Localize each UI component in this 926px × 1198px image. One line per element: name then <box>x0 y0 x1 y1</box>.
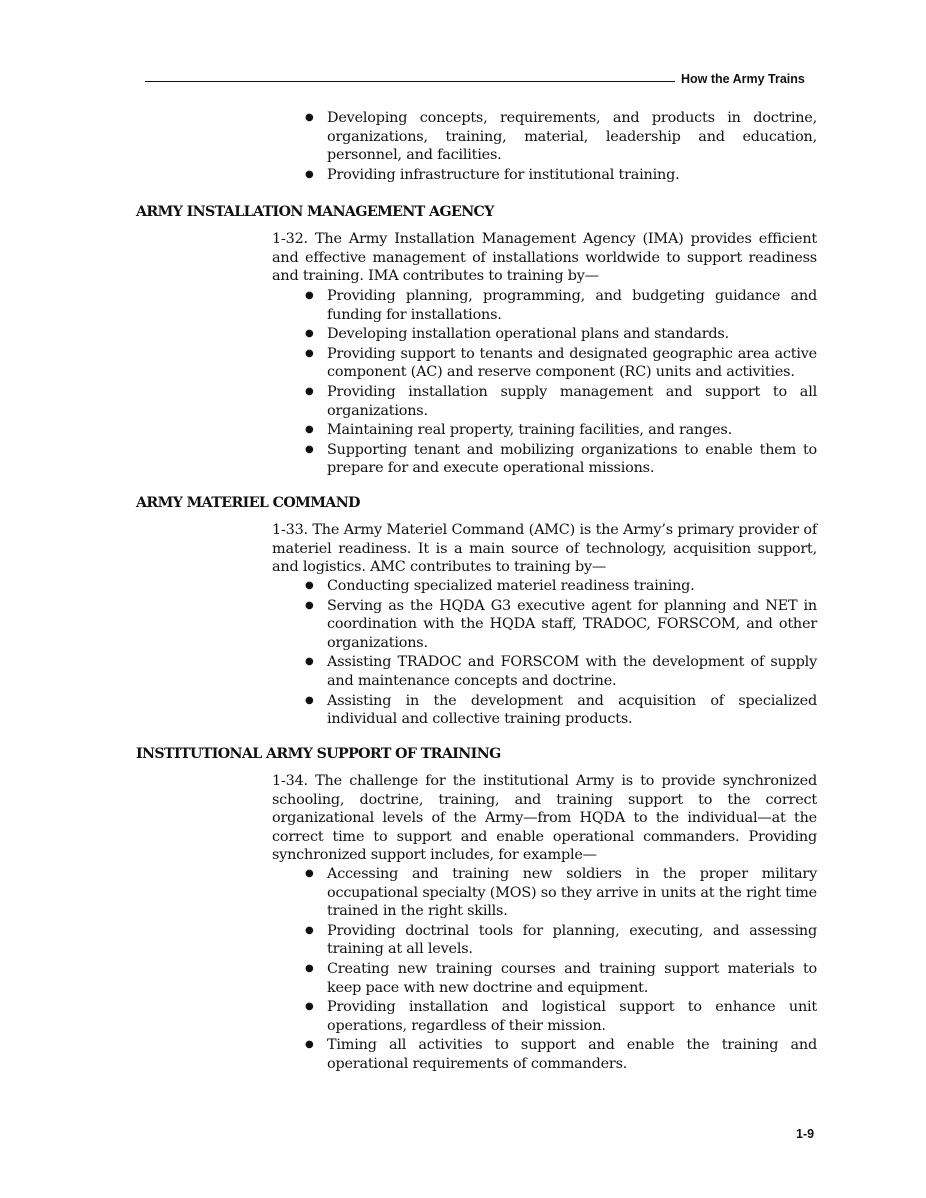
list-item: ● Developing concepts, requirements, and products in doctrine, organizations, training, material, leadership and education, personnel, and facilities. <box>272 109 817 165</box>
list-item: ● Providing infrastructure for institutional training. <box>272 166 817 185</box>
header-rule <box>145 81 675 82</box>
ima-bullet-list <box>272 287 817 479</box>
section-heading-amc: ARMY MATERIEL COMMAND <box>136 495 360 511</box>
page-number: 1-9 <box>796 1127 815 1141</box>
section-heading-institutional: INSTITUTIONAL ARMY SUPPORT OF TRAINING <box>136 746 501 762</box>
list-item: ● Providing doctrinal tools for planning, executing, and assessing training at all levels. <box>272 922 817 959</box>
paragraph-1-32: 1-32. The Army Installation Management Agency (IMA) provides efficient and effective management of installations worldwide to support readiness and training. IMA contributes to training by— <box>272 231 817 285</box>
list-item: ● Providing installation and logistical support to enhance unit operations, regardless of their mission. <box>272 998 817 1035</box>
list-item: ● Timing all activities to support and enable the training and operational requirements of commanders. <box>272 1036 817 1073</box>
list-item: ● Providing support to tenants and designated geographic area active component (AC) and reserve component (RC) units and activities. <box>272 345 817 382</box>
list-item: ● Providing installation supply management and support to all organizations. <box>272 383 817 420</box>
section-heading-ima: ARMY INSTALLATION MANAGEMENT AGENCY <box>136 204 494 220</box>
paragraph-1-33: 1-33. The Army Materiel Command (AMC) is the Army’s primary provider of materiel readiness. It is a main source of technology, acquisition support, and logistics. AMC contributes to training by— <box>272 522 817 576</box>
list-item: ● Supporting tenant and mobilizing organizations to enable them to prepare for and execute operational missions. <box>272 441 817 478</box>
list-item: ● Assisting TRADOC and FORSCOM with the development of supply and maintenance concepts and doctrine. <box>272 653 817 690</box>
institutional-bullet-list <box>272 865 817 1075</box>
list-item: ● Conducting specialized materiel readiness training. <box>272 577 817 596</box>
list-item: ● Serving as the HQDA G3 executive agent for planning and NET in coordination with the HQDA staff, TRADOC, FORSCOM, and other organizations. <box>272 597 817 653</box>
running-header-title: How the Army Trains <box>681 72 805 86</box>
list-item: ● Providing planning, programming, and budgeting guidance and funding for installations. <box>272 287 817 324</box>
list-item: ● Developing installation operational plans and standards. <box>272 325 817 344</box>
paragraph-1-34: 1-34. The challenge for the institutional Army is to provide synchronized schooling, doctrine, training, and training support to the correct organizational levels of the Army—from HQDA to the individual—at the correct time to support and enable operational commanders. Providing synchronized support includes, for example— <box>272 773 817 864</box>
list-item: ● Creating new training courses and training support materials to keep pace with new doctrine and equipment. <box>272 960 817 997</box>
list-item: ● Maintaining real property, training facilities, and ranges. <box>272 421 817 440</box>
intro-bullet-list <box>272 109 817 185</box>
list-item: ● Assisting in the development and acquisition of specialized individual and collective training products. <box>272 692 817 729</box>
list-item: ● Accessing and training new soldiers in the proper military occupational specialty (MOS) so they arrive in units at the right time trained in the right skills. <box>272 865 817 921</box>
amc-bullet-list <box>272 577 817 730</box>
